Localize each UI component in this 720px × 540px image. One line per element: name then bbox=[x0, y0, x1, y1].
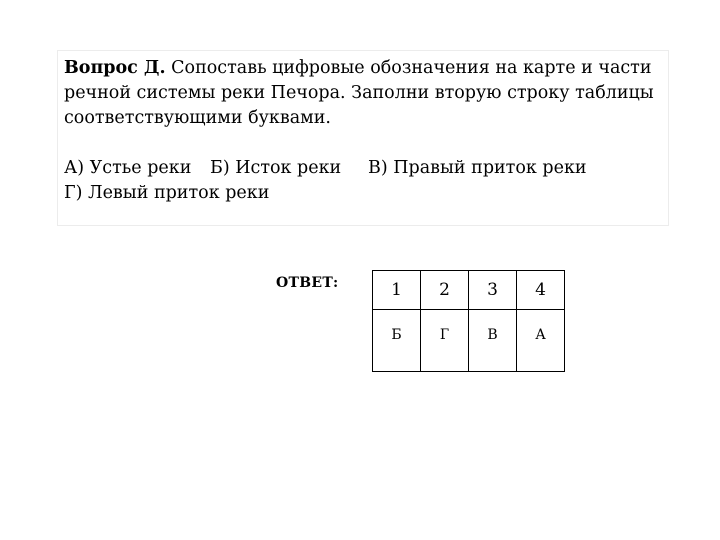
options-line bbox=[64, 156, 662, 181]
answer-letter-cell[interactable]: Б bbox=[373, 310, 421, 372]
question-text-block bbox=[64, 56, 662, 131]
answer-letter-cell[interactable]: А bbox=[517, 310, 565, 372]
option-c: В) Правый приток реки bbox=[368, 158, 587, 178]
answer-letter-cell[interactable]: Г bbox=[421, 310, 469, 372]
answer-letter-cell[interactable]: В bbox=[469, 310, 517, 372]
question-text: Сопоставь цифровые обозначения на карте и части речной системы реки Печора. Заполни вторую строку таблицы соответствующими буквами. bbox=[64, 58, 654, 128]
answer-number-cell: 4 bbox=[517, 271, 565, 310]
option-d: Г) Левый приток реки bbox=[64, 183, 270, 203]
answer-number-cell: 1 bbox=[373, 271, 421, 310]
question-box bbox=[57, 50, 669, 226]
question-label: Вопрос Д. bbox=[64, 58, 166, 78]
answer-number-cell: 3 bbox=[469, 271, 517, 310]
answer-label: ОТВЕТ: bbox=[276, 275, 339, 291]
answer-numbers-row bbox=[373, 271, 565, 310]
answer-number-cell: 2 bbox=[421, 271, 469, 310]
answer-letters-row bbox=[373, 310, 565, 372]
option-b: Б) Исток реки bbox=[210, 158, 342, 178]
option-a: А) Устье реки bbox=[64, 158, 192, 178]
options-line-2 bbox=[64, 181, 662, 206]
answer-table bbox=[372, 270, 565, 372]
